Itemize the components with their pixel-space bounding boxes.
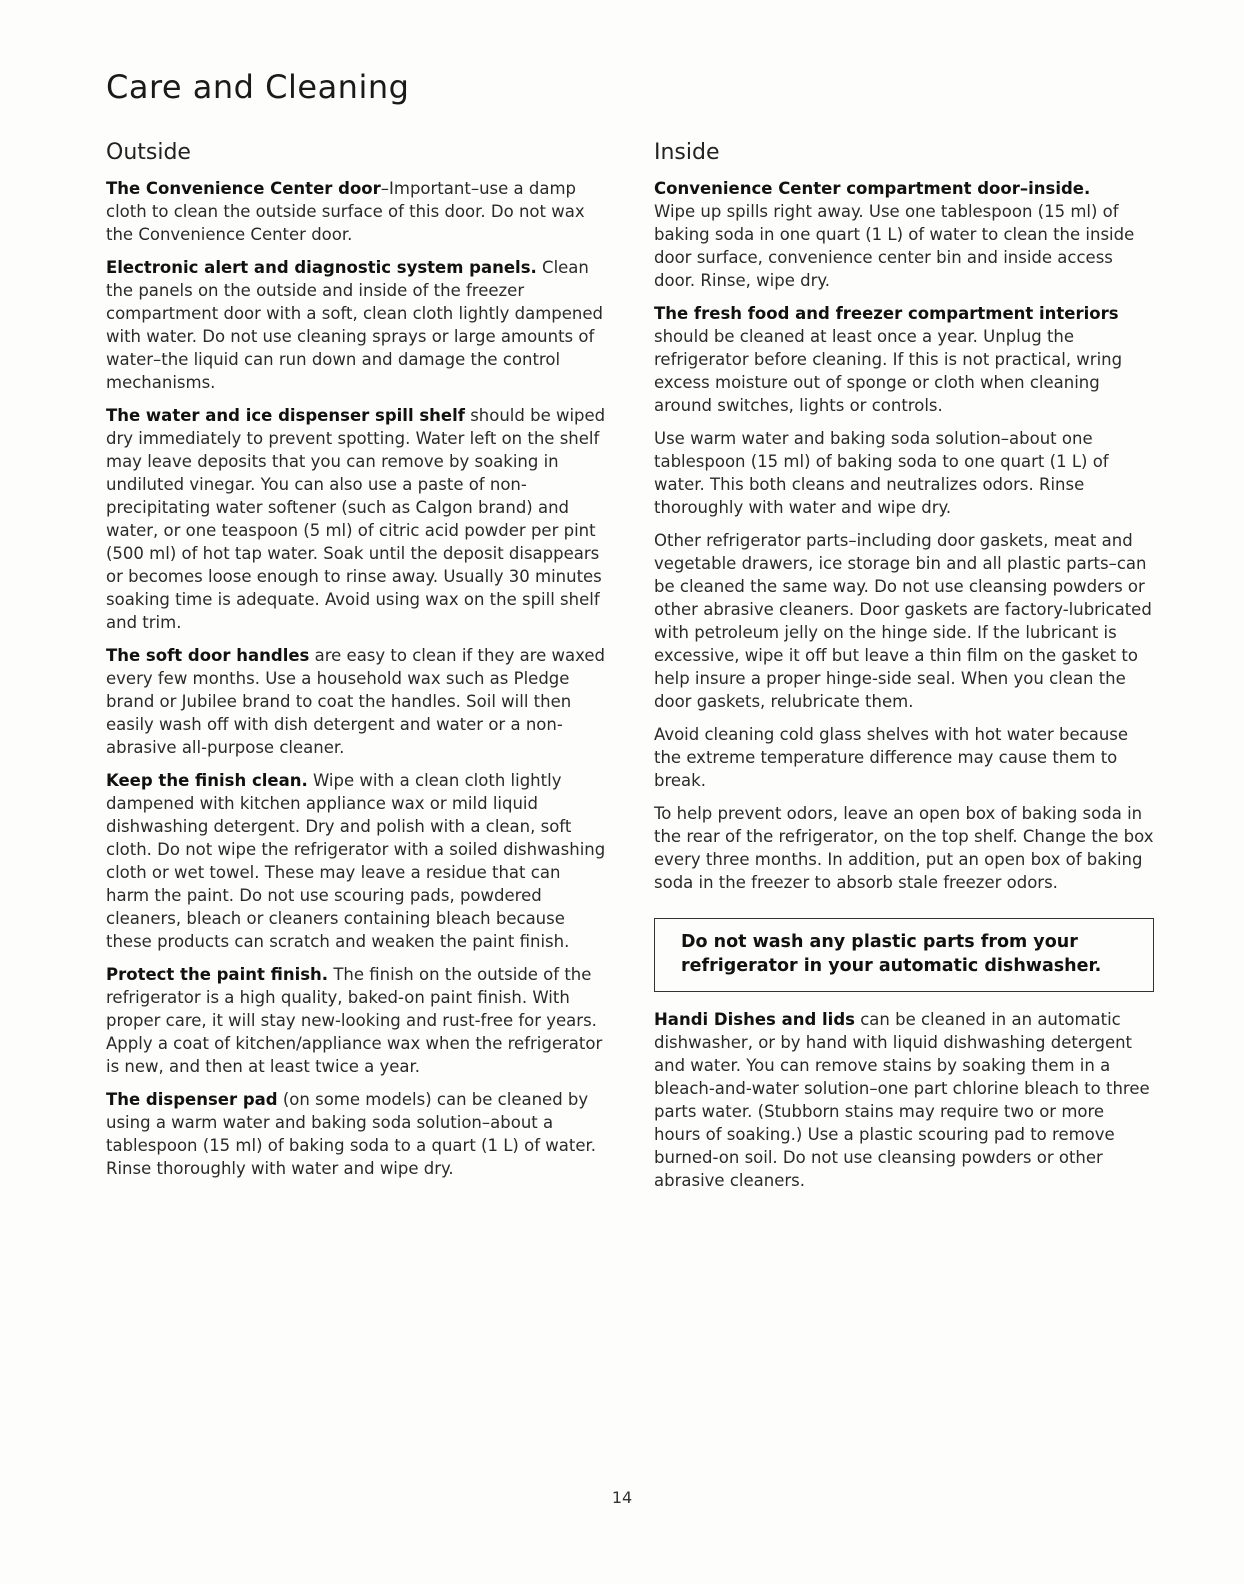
compartment-interiors-paragraph [654,302,1154,417]
paragraph-lead: The water and ice dispenser spill shelf [106,406,465,425]
paragraph-body: (on some models) can be cleaned by using a warm water and baking soda solution–about a tablespoon (15 ml) of baking soda to a quart (1 L) of water. Rinse thoroughly with water and wipe dry. [106,1090,596,1178]
door-handles-paragraph [106,644,606,759]
handi-dishes-paragraph [654,1008,1154,1192]
outside-heading: Outside [106,140,191,165]
paragraph-body: should be wiped dry immediately to prevent spotting. Water left on the shelf may leave deposits that you can remove by soaking in undiluted vinegar. You can also use a paste of non-precipitating water softener (such as Calgon brand) and water, or one teaspoon (5 ml) of citric acid powder per pint (500 ml) of hot tap water. Soak until the deposit disappears or becomes loose enough to rinse away. Usually 30 minutes soaking time is adequate. Avoid using wax on the spill shelf and trim. [106,406,606,632]
paragraph-body: are easy to clean if they are waxed every few months. Use a household wax such as Pledge brand or Jubilee brand to coat the handles. Soil will then easily wash off with dish detergent and water or a non-abrasive all-purpose cleaner. [106,646,605,757]
paragraph-body: Wipe with a clean cloth lightly dampened with kitchen appliance wax or mild liquid dishwashing detergent. Dry and polish with a clean, soft cloth. Do not wipe the refrigerator with a soiled dishwashing cloth or wet towel. These may leave a residue that can harm the paint. Do not use scouring pads, powdered cleaners, bleach or cleaners containing bleach because these products can scratch and weaken the paint finish. [106,771,606,951]
odor-prevention-paragraph: To help prevent odors, leave an open box of baking soda in the rear of the refrigerator, on the top shelf. Change the box every three months. In addition, put an open box of baking soda in the freezer to absorb stale freezer odors. [654,804,1154,892]
paragraph-body: Clean the panels on the outside and inside of the freezer compartment door with a soft, clean cloth lightly dampened with water. Do not use cleaning sprays or large amounts of water–the liquid can run down and damage the control mechanisms. [106,258,604,392]
paragraph-lead: Protect the paint finish. [106,965,329,984]
paragraph-lead: Convenience Center compartment door–inside. [654,179,1091,198]
protect-paint-paragraph [106,963,606,1078]
paragraph-lead: Handi Dishes and lids [654,1010,855,1029]
inside-heading: Inside [654,140,720,165]
convenience-center-door-paragraph [106,177,606,246]
paragraph-body: The finish on the outside of the refrigerator is a high quality, baked-on paint finish. With proper care, it will stay new-looking and rust-free for years. Apply a coat of kitchen/appliance wax when the refrigerator is new, and then at least twice a year. [106,965,603,1076]
paragraph-lead: Keep the finish clean. [106,771,308,790]
electronic-panels-paragraph [106,256,606,394]
paragraph-lead: The dispenser pad [106,1090,278,1109]
inside-section [654,140,1154,1202]
paragraph-body: can be cleaned in an automatic dishwasher, or by hand with liquid dishwashing detergent and water. You can remove stains by soaking them in a bleach-and-water solution–one part chlorine bleach to three parts water. (Stubborn stains may require two or more hours of soaking.) Use a plastic scouring pad to remove burned-on soil. Do not use cleansing powders or other abrasive cleaners. [654,1010,1150,1190]
page-title: Care and Cleaning [106,68,410,106]
paragraph-lead: The fresh food and freezer compartment interiors [654,304,1119,323]
paragraph-body: Wipe up spills right away. Use one tablespoon (15 ml) of baking soda in one quart (1 L) of water to clean the inside door surface, convenience center bin and inside access door. Rinse, wipe dry. [654,202,1135,290]
paragraph-body: should be cleaned at least once a year. Unplug the refrigerator before cleaning. If this is not practical, wring excess moisture out of sponge or cloth when cleaning around switches, lights or controls. [654,327,1123,415]
outside-section [106,140,606,1190]
baking-soda-solution-paragraph: Use warm water and baking soda solution–about one tablespoon (15 ml) of baking soda to one quart (1 L) of water. This both cleans and neutralizes odors. Rinse thoroughly with water and wipe dry. [654,429,1109,517]
spill-shelf-paragraph [106,404,606,634]
glass-shelves-paragraph: Avoid cleaning cold glass shelves with hot water because the extreme temperature difference may cause them to break. [654,725,1129,790]
other-parts-paragraph: Other refrigerator parts–including door gaskets, meat and vegetable drawers, ice storage bin and all plastic parts–can be cleaned the same way. Do not use cleansing powders or other abrasive cleaners. Door gaskets are factory-lubricated with petroleum jelly on the hinge side. If the lubricant is excessive, wipe it off but leave a thin film on the gasket to help insure a proper hinge-side seal. When you clean the door gaskets, relubricate them. [654,531,1152,711]
dispenser-pad-paragraph [106,1088,606,1180]
dishwasher-warning-box: Do not wash any plastic parts from your refrigerator in your automatic dishwasher. [654,918,1154,992]
page-number: 14 [611,1488,633,1507]
compartment-door-inside-paragraph [654,177,1154,292]
paragraph-lead: The Convenience Center door [106,179,381,198]
paragraph-lead: Electronic alert and diagnostic system panels. [106,258,537,277]
keep-finish-clean-paragraph [106,769,606,953]
paragraph-body: –Important–use a damp cloth to clean the outside surface of this door. Do not wax the Convenience Center door. [106,179,585,244]
paragraph-lead: The soft door handles [106,646,310,665]
